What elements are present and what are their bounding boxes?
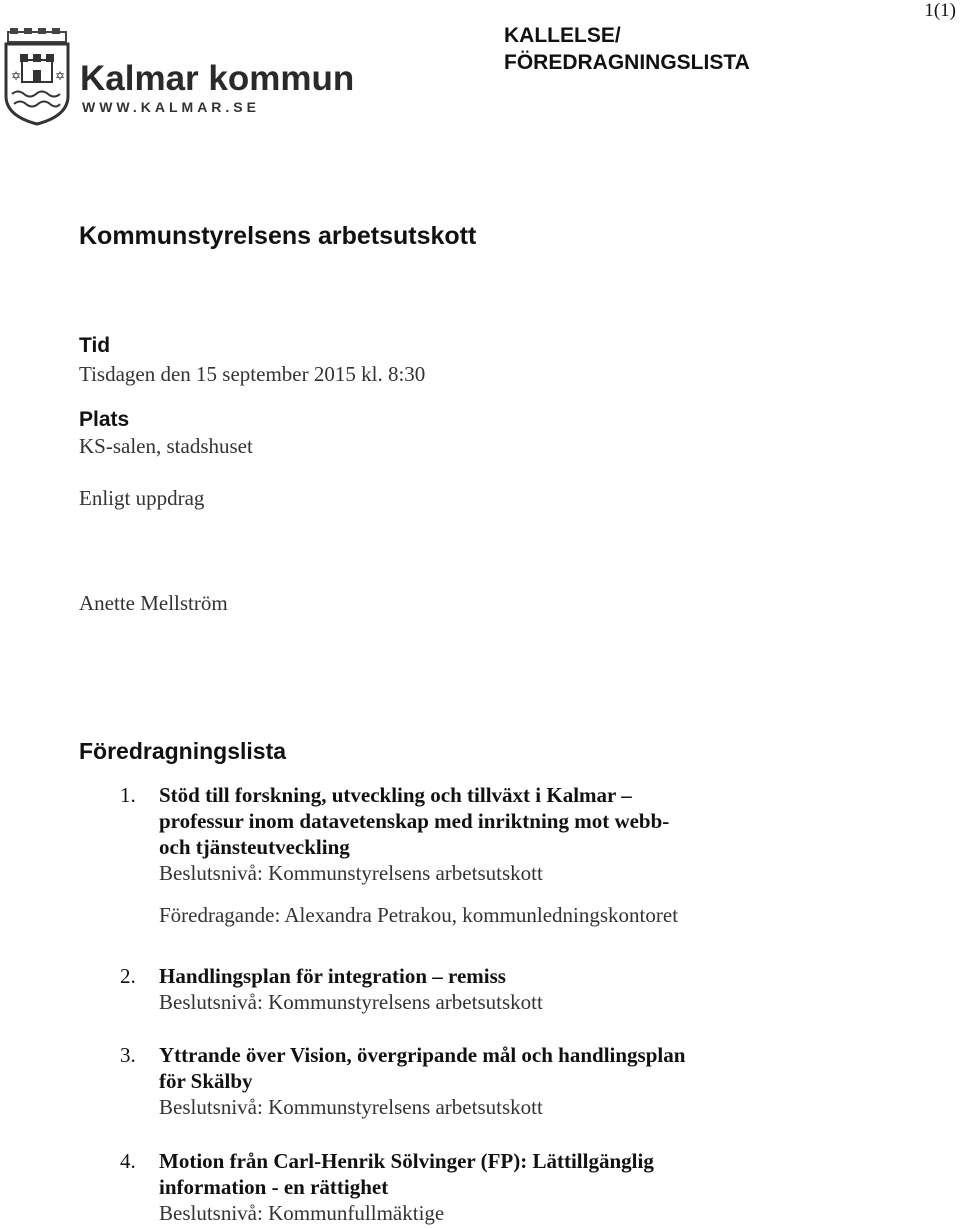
item-title-line: Stöd till forskning, utveckling och tillväxt i Kalmar –	[159, 783, 632, 807]
place-label: Plats	[79, 408, 130, 431]
place-value: KS-salen, stadshuset	[79, 434, 253, 458]
item-decision-level: Beslutsnivå: Kommunfullmäktige	[159, 1201, 445, 1225]
item-decision-level: Beslutsnivå: Kommunstyrelsens arbetsutskott	[159, 990, 543, 1014]
item-title-line: för Skälby	[159, 1069, 253, 1093]
item-title-line: och tjänsteutveckling	[159, 835, 350, 859]
agenda-item	[120, 1042, 760, 1120]
committee-title: Kommunstyrelsens arbetsutskott	[79, 222, 477, 250]
item-title-line: professur inom datavetenskap med inriktning mot webb-	[159, 809, 670, 833]
item-decision-level: Beslutsnivå: Kommunstyrelsens arbetsutskott	[159, 1095, 543, 1119]
logo-name: Kalmar kommun	[80, 59, 355, 98]
item-presenter: Föredragande: Alexandra Petrakou, kommunledningskontoret	[159, 903, 679, 927]
svg-text:✡: ✡	[55, 69, 66, 83]
item-decision-level: Beslutsnivå: Kommunstyrelsens arbetsutskott	[159, 861, 543, 885]
doc-type-line2: FÖREDRAGNINGSLISTA	[504, 51, 750, 74]
item-number: 4.	[120, 1149, 136, 1173]
logo-url: WWW.KALMAR.SE	[82, 99, 260, 115]
svg-text:✡: ✡	[11, 69, 22, 83]
time-value: Tisdagen den 15 september 2015 kl. 8:30	[79, 362, 426, 386]
item-number: 3.	[120, 1043, 136, 1067]
doc-type-line1: KALLELSE/	[504, 24, 621, 47]
agenda-item	[120, 782, 760, 928]
agenda-item	[120, 1148, 760, 1226]
item-title-line: Handlingsplan för integration – remiss	[159, 964, 506, 988]
note-text: Enligt uppdrag	[79, 486, 205, 510]
agenda-item	[120, 963, 760, 1015]
item-number: 1.	[120, 783, 136, 807]
coat-of-arms-icon	[2, 28, 355, 128]
item-title-line: information - en rättighet	[159, 1175, 389, 1199]
item-title-line: Yttrande över Vision, övergripande mål och handlingsplan	[159, 1043, 686, 1067]
kalmar-logo	[2, 28, 355, 128]
time-label: Tid	[79, 334, 111, 357]
signatory-name: Anette Mellström	[79, 591, 228, 615]
page-number: 1(1)	[924, 0, 956, 21]
agenda-title: Föredragningslista	[79, 738, 287, 764]
item-number: 2.	[120, 964, 136, 988]
item-title-line: Motion från Carl-Henrik Sölvinger (FP): Lättillgänglig	[159, 1149, 654, 1173]
document-type	[504, 22, 750, 76]
